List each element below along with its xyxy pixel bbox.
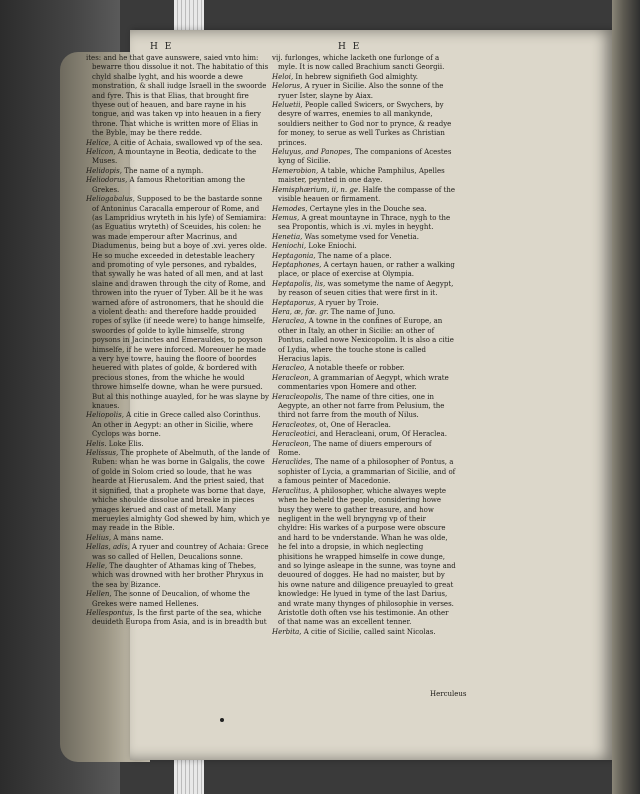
entry-definition: Certayne yles in the Douche sea. — [309, 204, 427, 213]
entry-definition: vij. furlonges, whiche lacketh one furlonge of a myle. It is now called Brachium sancti Georgii. — [272, 54, 445, 72]
entry-headword: Heluyus, and Panopes, — [272, 148, 353, 157]
dictionary-entry — [272, 628, 456, 637]
entry-headword: Heliopolis, — [86, 411, 124, 420]
dictionary-entry — [272, 261, 456, 280]
dictionary-entry — [86, 167, 270, 176]
dictionary-entry — [272, 308, 456, 317]
facing-page-edge — [612, 0, 640, 794]
entry-headword: Heliodorus, — [86, 176, 128, 185]
dictionary-entry — [272, 374, 456, 393]
dictionary-entry — [86, 543, 270, 562]
dictionary-entry — [272, 458, 456, 486]
entry-definition: The name of a place. — [317, 251, 392, 260]
entry-definition: A certayn hauen, or rather a walking place, or place of exercise at Olympia. — [278, 260, 455, 279]
entry-definition: The prophete of Abelmuth, of the lande of Ruben: whan he was borne in Galgalis, the cowe of golde in Solom cried so loude, that he was hearde at Hierusalem. And the priest saied, that it signified, that a prophete was borne that daye, whiche shoulde dissolue and breake in pieces ymages kerued and cast of metall. Many merueyles almighty God shewed by him, which ye may reade in the Bible. — [92, 449, 270, 533]
entry-definition: The name of Juno. — [330, 307, 396, 316]
entry-headword: Helis. — [86, 439, 107, 448]
entry-headword: Heracleo, — [272, 364, 307, 373]
entry-headword: Helissus, — [86, 449, 119, 458]
entry-definition: A grammarian of Aegypt, which wrate commentaries vpon Homere and other. — [278, 373, 449, 392]
entry-headword: Hera, æ, fœ. gr. — [272, 307, 329, 316]
dictionary-entry — [272, 167, 456, 186]
ink-dot — [220, 718, 224, 722]
entry-headword: Heracleotes, — [272, 420, 318, 429]
entry-headword: Hemus, — [272, 213, 300, 222]
entry-headword: Heptaphones, — [272, 260, 322, 269]
dictionary-column-left — [86, 54, 270, 628]
entry-headword: Heluetii, — [272, 101, 303, 110]
entry-headword: Helle, — [86, 561, 108, 570]
entry-headword: Helius, — [86, 533, 112, 542]
dictionary-entry — [272, 73, 456, 82]
entry-headword: Hemodes, — [272, 204, 308, 213]
entry-headword: Helidopis, — [86, 166, 122, 175]
entry-definition: The name of a nymph. — [124, 166, 204, 175]
entry-headword: Hellespontus, — [86, 608, 135, 617]
entry-headword: Heracleopolis, — [272, 392, 324, 401]
entry-headword: Henetia, — [272, 232, 303, 241]
catchword: Herculeus — [430, 690, 467, 698]
entry-definition: Loke Eniochi. — [308, 242, 357, 251]
entry-definition: A ryuer in Sicilie. Also the sonne of the ryuer Ister, slayne by Aiax. — [278, 82, 444, 100]
measuring-ruler-top — [174, 0, 204, 30]
dictionary-entry — [86, 195, 270, 411]
entry-headword: Hemerobion, — [272, 166, 319, 175]
entry-headword: Heracleon, — [272, 439, 312, 448]
entry-definition: Halfe the compasse of the visible heauen or firmament. — [278, 185, 456, 204]
entry-headword: Heraclitus, — [272, 486, 312, 495]
entry-headword: Heloi, — [272, 72, 294, 81]
entry-definition: The name of a philosopher of Pontus, a sophister of Lycia, a grammarian of Sicilie, and of a famous peinter of Macedonie. — [278, 458, 456, 486]
entry-definition: was sometyme the name of Aegypt, by reason of seuen cities that were first in it. — [278, 279, 454, 298]
dictionary-entry — [272, 101, 456, 148]
dictionary-entry — [272, 421, 456, 430]
entry-definition: A ryuer and countrey of Achaia: Grece was so called of Hellen, Deucalions sonne. — [92, 543, 269, 561]
entry-definition: A mans name. — [113, 533, 164, 542]
dictionary-entry — [272, 233, 456, 242]
dictionary-entry — [272, 148, 456, 167]
entry-headword: Hemisphærium, ii, n. ge. — [272, 185, 361, 194]
entry-definition: The sonne of Deucalion, of whome the Grekes were named Hellenes. — [92, 590, 250, 608]
dictionary-entry — [272, 54, 456, 73]
entry-headword: Heptagonia, — [272, 251, 316, 260]
entry-definition: People called Swicers, or Swychers, by desyre of warres, enemies to all mankynde, souldiers neither to God nor to prynce, & readye for money, to serue as well Turkes as Christian princes. — [278, 101, 452, 147]
entry-headword: Heptapolis, lis, — [272, 279, 326, 288]
entry-headword: Heraclea, — [272, 317, 307, 326]
entry-definition: ites: and he that gave aunswere, saied vnto him: bewarre thou dissolue it not. The habitatio of this chyld shalbe lyght, and his woorde a dewe monstration, & shall iudge Israell in the swoorde and fyre. This is that Elias, that brought fire thyese out of heauen, and bare rayne in his tongue, and was taken vp into heauen in a fiery throne. That whiche is written more of Elias in the Byble, may be there redde. — [86, 54, 269, 138]
entry-headword: Herbita, — [272, 627, 302, 636]
entry-headword: Heniochi, — [272, 242, 307, 251]
measuring-ruler-bottom — [174, 756, 204, 794]
entry-definition: A philosopher, whiche alwayes wepte when he beheld the people, considering howe busy they were to gather treasure, and how negligent in the well bryngyng vp of their chyldre: His warkes of a purpose were obscure and hard to be vnderstande. Whan he was olde, he fel into a dropsie, in which neglecting phisitions he wrapped himselfe in cowe dunge, and so lyinge asleape in the sunne, was toyne and deuoured of dogges. He had no maister, but by his owne nature and diligence preuayled to great knowledge: He lyued in tyme of the last Darius, and wrate many thynges of philosophie in verses. Aristotle doth often vse his testimonie. An other of that name was an excellent tenner. — [278, 486, 456, 627]
entry-definition: A citie in Grece called also Corinthus. An other in Aegypt: an other in Sicilie, where Cyclops was borne. — [92, 411, 261, 439]
dictionary-entry — [272, 430, 456, 439]
dictionary-entry — [86, 590, 270, 609]
entry-definition: The name of diuers emperours of Rome. — [278, 439, 432, 458]
dictionary-entry — [272, 299, 456, 308]
dictionary-entry — [272, 487, 456, 628]
entry-definition: A mountayne in Beotia, dedicate to the Muses. — [92, 148, 257, 166]
entry-definition: The name of thre cities, one in Aegypte, an other not farre from Pelusium, the third not farre from the mouth of Nilus. — [278, 392, 445, 420]
dictionary-entry — [272, 317, 456, 364]
dictionary-entry — [86, 148, 270, 167]
running-header-left: H E — [150, 42, 174, 52]
dictionary-entry — [272, 242, 456, 251]
dictionary-entry — [272, 186, 456, 205]
entry-definition: ot, One of Heraclea. — [319, 420, 391, 429]
dictionary-entry — [86, 176, 270, 195]
entry-definition: A ryuer by Troie. — [318, 298, 379, 307]
entry-definition: In hebrew signifieth God almighty. — [295, 72, 419, 81]
dictionary-entry — [86, 139, 270, 148]
dictionary-entry — [86, 440, 270, 449]
entry-headword: Heliogabalus, — [86, 195, 135, 204]
entry-definition: The daughter of Athamas king of Thebes, which was drowned with her brother Phryxus in the sea by Bizance. — [92, 561, 264, 589]
entry-headword: Helicon, — [86, 148, 116, 157]
dictionary-entry — [272, 214, 456, 233]
dictionary-entry — [272, 393, 456, 421]
entry-definition: Was sometyme vsed for Venetia. — [304, 232, 419, 241]
entry-definition: Supposed to be the bastarde sonne of Antoninus Caracalla emperour of Rome, and (as Lampridius wryteth in his lyfe) of Semiamira: (as Eguatius wryteth) of Sceuides, his colen: he was made emperour after Macrinus, and Diadumenus, being but a boye of .xvi. yeres olde. He so muche exceeded in detestable leachery and promoting of vyle persones, and rybaldes, that sywally he was hated of all men, and at last slaine and drawen through the city of Rome, and throwen into the ryuer of Tyber. All be it he was warned afore of astronomers, that he should die a violent death: and therefore hadde prouided ropes of sylke (if neede were) to hange himselfe, swoordes of golde to kylle himselfe, strong poysons in Jacinctes and Emerauldes, to poyson himselfe, if he were inforced. Moreouer he made a very hye towre, hauing the floore of boordes heuered with plates of golde, & bordered with precious stones, from the whiche he would throwe himselfe downe, whan he were pursued. But al this nothinge auayled, for he was slayne by knaues. — [92, 195, 269, 411]
entry-definition: and Heracleani, orum, Of Heraclea. — [319, 430, 447, 439]
entry-definition: A notable theefe or robber. — [308, 364, 405, 373]
entry-definition: Is the first parte of the sea, whiche deuideth Europa from Asia, and is in breadth but — [92, 608, 267, 627]
entry-headword: Heracleotici, — [272, 430, 318, 439]
entry-headword: Hellen, — [86, 590, 112, 599]
entry-definition: A great mountayne in Thrace, nygh to the sea Propontis, which is .vi. myles in heyght. — [278, 213, 451, 232]
dictionary-entry — [272, 82, 456, 101]
entry-definition: A citie of Achaia, swallowed vp of the sea. — [113, 138, 263, 147]
entry-definition: A citie of Sicilie, called saint Nicolas. — [303, 627, 436, 636]
entry-definition: Loke Elis. — [108, 439, 144, 448]
entry-definition: A table, whiche Pamphilus, Apelles maister, peynted in one daye. — [278, 166, 445, 185]
entry-headword: Hellas, adis, — [86, 543, 130, 552]
entry-headword: Heracleon, — [272, 373, 312, 382]
dictionary-entry — [86, 411, 270, 439]
dictionary-entry — [86, 449, 270, 534]
dictionary-entry — [86, 562, 270, 590]
dictionary-entry — [272, 364, 456, 373]
dictionary-column-right — [272, 54, 456, 637]
running-header-right: H E — [338, 42, 362, 52]
entry-definition: The companions of Acestes kyng of Sicilie. — [278, 148, 452, 166]
dictionary-entry — [86, 534, 270, 543]
entry-definition: A towne in the confines of Europe, an other in Italy, an other in Sicilie: an other of Pontus, called nowe Nexicopolim. It is also a citie of Lydia, where the touche stone is called Heracius lapis. — [278, 317, 454, 363]
dictionary-entry — [86, 609, 270, 628]
dictionary-entry — [86, 54, 270, 139]
dictionary-entry — [272, 205, 456, 214]
entry-headword: Helorus, — [272, 82, 303, 91]
dictionary-entry — [272, 440, 456, 459]
dictionary-entry — [272, 280, 456, 299]
dictionary-entry — [272, 252, 456, 261]
entry-definition: A famous Rhetoritian among the Grekes. — [92, 176, 245, 194]
entry-headword: Helice, — [86, 138, 112, 147]
entry-headword: Heptaporus, — [272, 298, 317, 307]
entry-headword: Heraclides, — [272, 458, 313, 467]
